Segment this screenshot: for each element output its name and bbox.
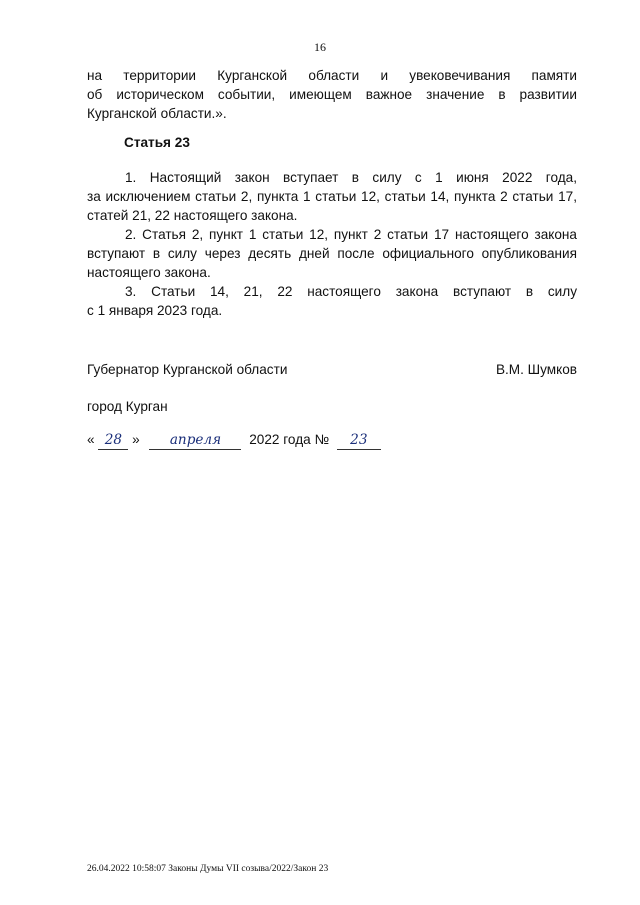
- continuation-text: [87, 66, 577, 123]
- text-line: 3. Статьи 14, 21, 22 настоящего закона вступают в силу: [125, 284, 577, 299]
- article-heading: Статья 23: [124, 135, 190, 150]
- text-line: настоящего закона.: [87, 265, 211, 280]
- signature-name: В.М. Шумков: [495, 362, 577, 377]
- article-body: [87, 168, 577, 320]
- text-line: 1. Настоящий закон вступает в силу с 1 июня 2022 года,: [125, 170, 577, 185]
- date-open-quote: «: [87, 432, 95, 447]
- date-line: [87, 430, 381, 450]
- text-line: 2. Статья 2, пункт 1 статьи 12, пункт 2 статьи 17 настоящего закона: [125, 227, 577, 242]
- text-line: вступают в силу через десять дней после официального опубликования: [87, 246, 577, 261]
- text-line: Курганской области.».: [87, 106, 227, 121]
- signature-title: Губернатор Курганской области: [87, 362, 288, 377]
- footer-stamp: 26.04.2022 10:58:07 Законы Думы VII созыва/2022/Закон 23: [87, 864, 329, 874]
- date-close-quote: »: [132, 432, 140, 447]
- law-number-handwritten: 23: [337, 433, 381, 450]
- date-day-handwritten: 28: [98, 433, 128, 450]
- text-line: на территории Курганской области и увековечивания памяти: [87, 68, 577, 83]
- text-line: с 1 января 2023 года.: [87, 303, 223, 318]
- city: город Курган: [87, 399, 168, 414]
- date-month-handwritten: апреля: [149, 433, 241, 450]
- signature-row: [87, 360, 577, 379]
- text-line: статей 21, 22 настоящего закона.: [87, 208, 298, 223]
- page-number: 16: [314, 40, 326, 54]
- date-year-label: 2022 года №: [249, 432, 330, 447]
- text-line: за исключением статьи 2, пункта 1 статьи 12, статьи 14, пункта 2 статьи 17,: [87, 189, 577, 204]
- text-line: об историческом событии, имеющем важное значение в развитии: [87, 87, 577, 102]
